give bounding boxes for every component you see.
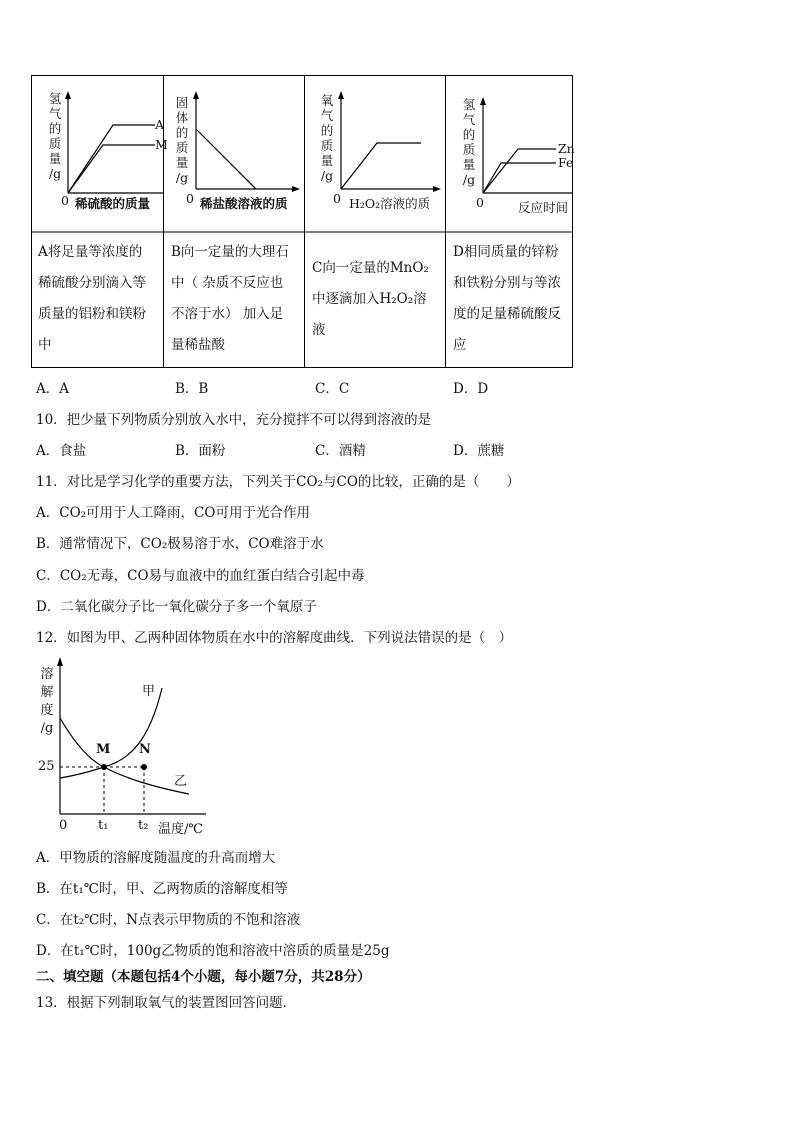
q10-option-d: D．蔗糖	[453, 443, 505, 459]
q11-stem: 11．对比是学习化学的重要方法，下列关于CO₂与CO的比较，正确的是（ ）	[36, 474, 520, 490]
q11-option-d: D．二氧化碳分子比一氧化碳分子多一个氧原子	[36, 599, 317, 615]
q10-option-b: B．面粉	[175, 443, 226, 459]
panel-d-series-fe: Fe	[558, 155, 574, 170]
q12-point-n: N	[139, 742, 151, 757]
q12-option-c: C．在t₂℃时，N点表示甲物质的不饱和溶液	[36, 912, 301, 928]
panel-a-series-m: M	[155, 137, 168, 152]
panel-c-chart	[305, 75, 445, 232]
panel-a-series-a: A	[155, 117, 165, 132]
panel-a-chart	[31, 75, 168, 232]
panel-d-x-label: 反应时间	[518, 200, 569, 215]
panel-a-origin: 0	[61, 193, 69, 208]
q12-x-tick-t1: t₁	[98, 818, 109, 833]
panel-b-origin: 0	[186, 191, 194, 206]
q9-option-b: B．B	[175, 381, 209, 397]
q12-origin: 0	[59, 818, 68, 833]
q12-option-a: A．甲物质的溶解度随温度的升高而增大	[36, 850, 276, 866]
q9-option-c: C．C	[315, 381, 350, 397]
panel-c-x-label: H₂O₂溶液的质	[349, 196, 431, 211]
panel-c-origin: 0	[333, 191, 341, 206]
panel-d-chart	[446, 75, 573, 232]
panel-d-origin: 0	[476, 195, 484, 210]
q10-option-a: A．食盐	[36, 443, 87, 459]
panel-d-series-zn: Zn	[558, 141, 575, 156]
panel-a-description: A将足量等浓度的 稀硫酸分别滴入等 质量的铝粉和镁粉 中	[38, 244, 146, 353]
q11-option-a: A．CO₂可用于人工降雨，CO可用于光合作用	[36, 505, 310, 521]
q9-chart-table	[31, 75, 573, 368]
panel-a-y-label: 氢 气 的 质 量 /g	[48, 91, 62, 181]
q9-option-a: A．A	[36, 381, 69, 397]
panel-b-chart	[164, 75, 304, 232]
q12-option-d: D．在t₁℃时，100g乙物质的饱和溶液中溶质的质量是25g	[36, 943, 390, 959]
q12-stem: 12．如图为甲、乙两种固体物质在水中的溶解度曲线．下列说法错误的是（ ）	[36, 630, 513, 646]
q12-curve-yi-label: 乙	[174, 774, 188, 789]
solubility-curve-chart	[34, 652, 214, 838]
section-2-heading: 二、填空题（本题包括4个小题，每小题7分，共28分）	[36, 969, 371, 985]
q12-x-label: 温度/℃	[158, 822, 203, 837]
q12-y-tick-25: 25	[38, 759, 55, 774]
panel-a-x-label: 稀硫酸的质量	[75, 196, 151, 211]
panel-b-x-label: 稀盐酸溶液的质	[200, 196, 288, 211]
q12-option-b: B．在t₁℃时，甲、乙两物质的溶解度相等	[36, 881, 288, 897]
q9-option-d: D．D	[453, 381, 489, 397]
panel-c-description: C向一定量的MnO₂ 中逐滴加入H₂O₂溶 液	[312, 260, 429, 338]
q12-point-m: M	[96, 742, 111, 757]
q10-stem: 10．把少量下列物质分别放入水中，充分搅拌不可以得到溶液的是	[36, 412, 432, 428]
q12-y-label: 溶 解 度 /g	[40, 667, 54, 736]
q11-option-b: B．通常情况下，CO₂极易溶于水，CO难溶于水	[36, 536, 324, 552]
panel-c-y-label: 氧 气 的 质 量 /g	[320, 93, 334, 183]
panel-d-y-label: 氢 气 的 质 量 /g	[462, 97, 476, 187]
q12-curve-jia-label: 甲	[142, 684, 156, 699]
q11-option-c: C．CO₂无毒，CO易与血液中的血红蛋白结合引起中毒	[36, 568, 365, 584]
panel-b-description: B向一定量的大理石 中（ 杂质不反应也 不溶于水） 加入足 量稀盐酸	[171, 244, 289, 353]
q10-option-c: C．酒精	[315, 443, 366, 459]
q12-x-tick-t2: t₂	[138, 818, 149, 833]
panel-b-y-label: 固 体 的 质 量 /g	[175, 95, 189, 185]
panel-d-description: D相同质量的锌粉 和铁粉分别与等浓 度的足量稀硫酸反 应	[453, 244, 561, 353]
q13-stem: 13．根据下列制取氧气的装置图回答问题．	[36, 995, 297, 1011]
